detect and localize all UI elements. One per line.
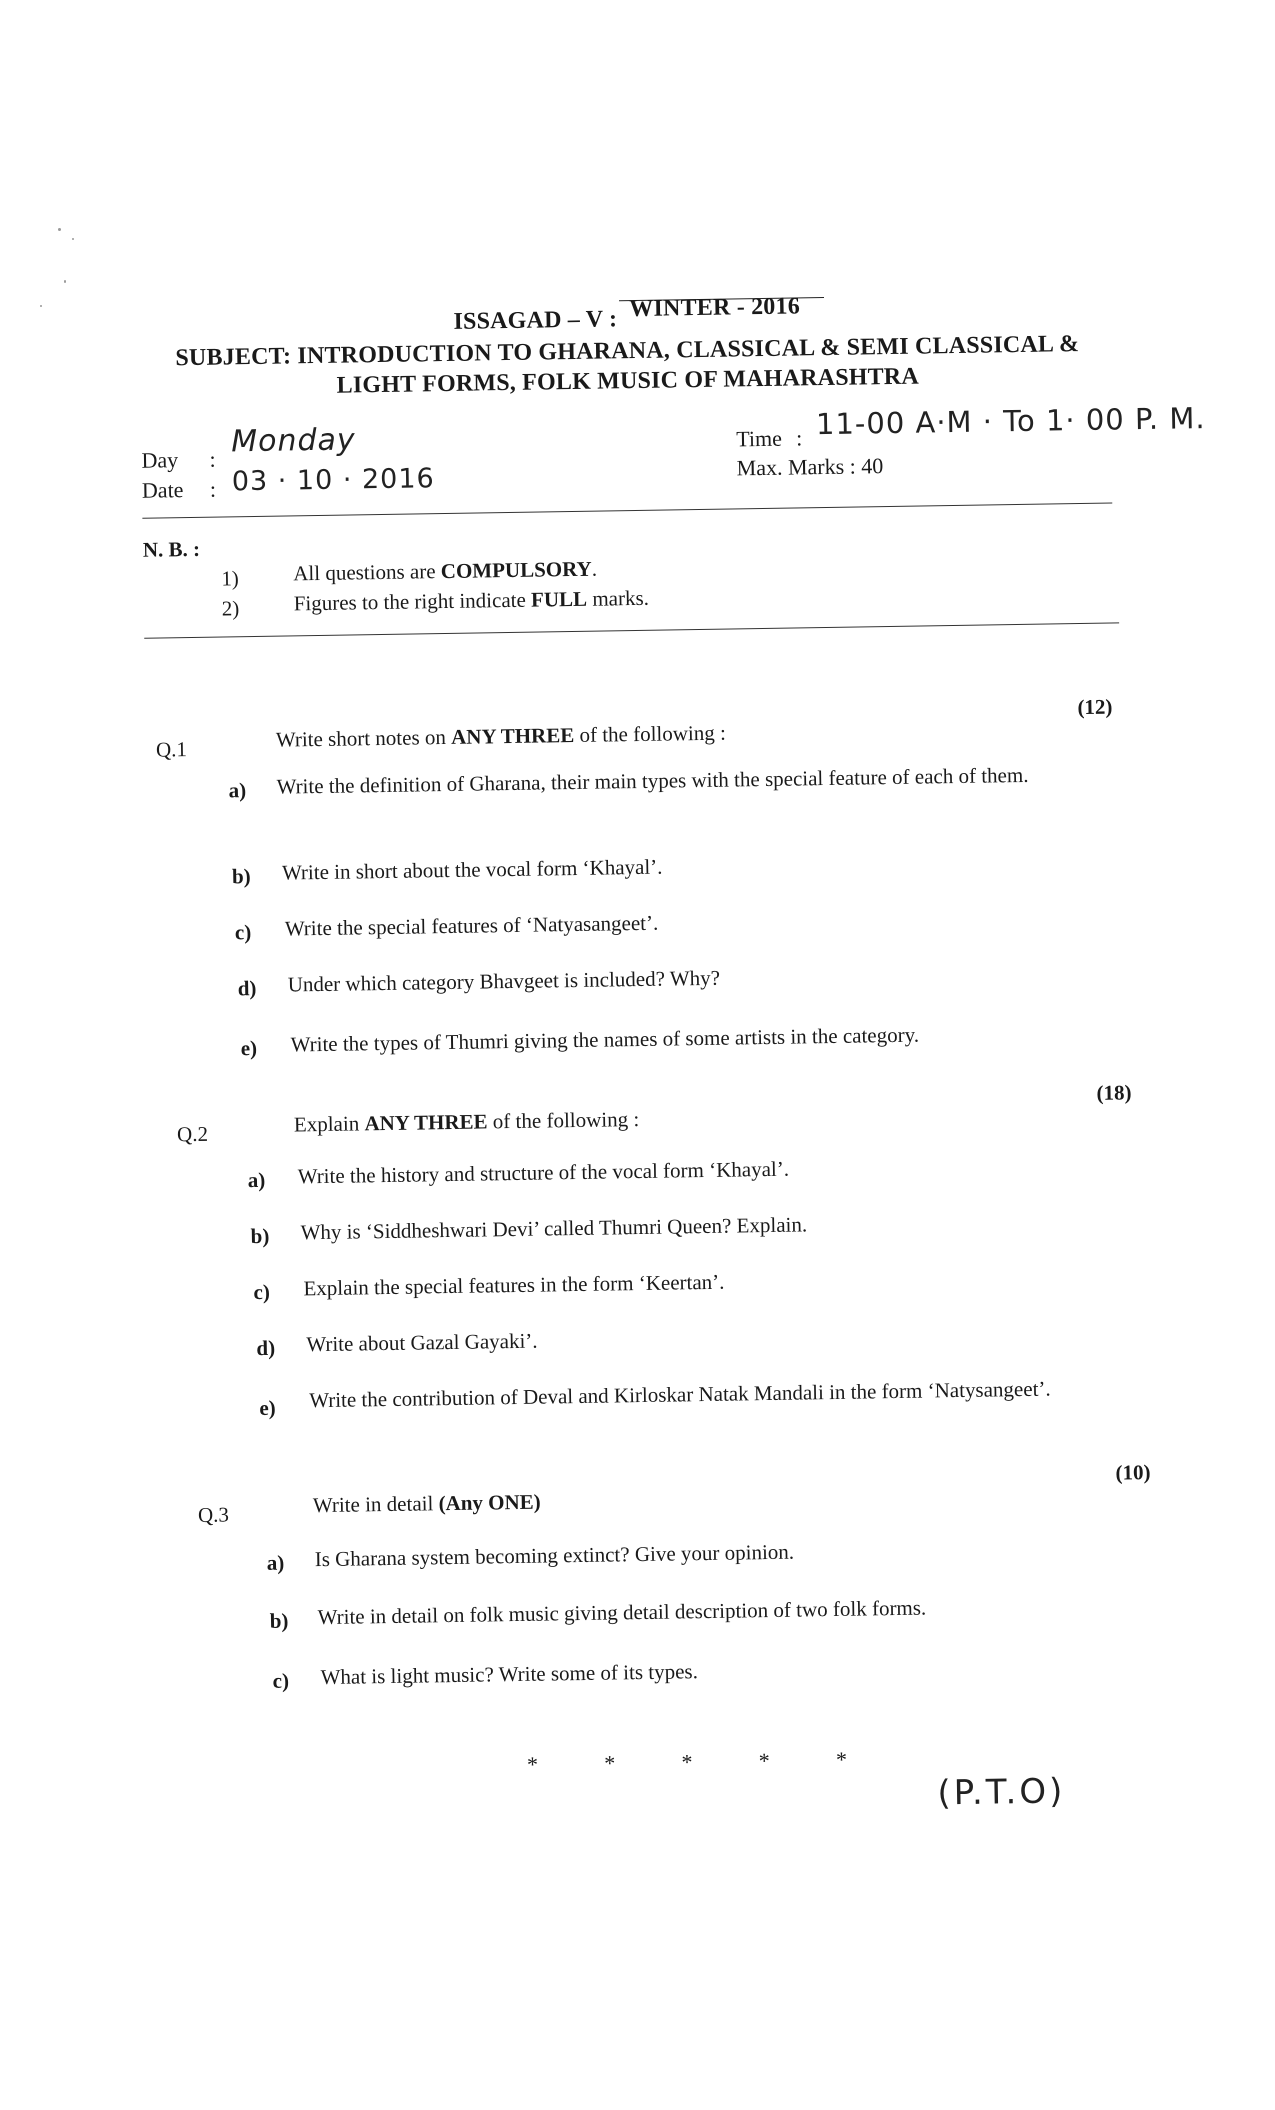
nb-text: marks.	[587, 586, 649, 611]
subject-line-2: LIGHT FORMS, FOLK MUSIC OF MAHARASHTRA	[0, 358, 1265, 405]
heading-text: Write in detail	[313, 1491, 439, 1517]
question-marks: (12)	[1077, 695, 1112, 721]
question-number: Q.2	[177, 1122, 208, 1147]
question-number: Q.3	[198, 1503, 229, 1528]
question-item: Write about Gazal Gayaki’.	[306, 1326, 538, 1361]
nb-emphasis: FULL	[531, 587, 587, 612]
question-item: Is Gharana system becoming extinct? Give your opinion.	[315, 1537, 795, 1576]
item-letter: e)	[259, 1396, 276, 1421]
nb-number: 2)	[222, 596, 262, 622]
item-letter: d)	[238, 976, 257, 1001]
heading-emphasis: ANY THREE	[451, 723, 574, 749]
heading-emphasis: (Any ONE)	[438, 1490, 540, 1516]
question-heading	[313, 1490, 541, 1519]
heading-text: of the following :	[487, 1107, 639, 1133]
nb-number: 1)	[221, 566, 261, 592]
question-item: Under which category Bhavgeet is included? Why?	[287, 963, 720, 1001]
question-item: Write the special features of ‘Natyasangeet’.	[285, 908, 659, 945]
nb-text: .	[592, 557, 598, 581]
item-letter: a)	[228, 778, 246, 803]
question-item: What is light music? Write some of its types.	[320, 1656, 698, 1693]
time-value: 11-00 A·M · To 1· 00 P. M.	[816, 401, 1206, 441]
time-label: Time	[736, 426, 782, 453]
item-letter: d)	[256, 1336, 275, 1361]
star-glyph: *	[527, 1752, 538, 1778]
time-colon: :	[796, 425, 803, 451]
exam-code: ISSAGAD – V :	[453, 306, 617, 335]
exam-session: WINTER - 2016	[629, 293, 800, 322]
date-colon: :	[210, 477, 217, 503]
item-letter: b)	[232, 864, 251, 889]
nb-label: N. B. :	[143, 537, 201, 563]
heading-text: of the following :	[574, 721, 726, 747]
star-glyph: *	[759, 1748, 770, 1774]
heading-text: Write short notes on	[276, 725, 452, 752]
question-item: Write the history and structure of the vocal form ‘Khayal’.	[297, 1154, 789, 1193]
star-glyph: *	[604, 1750, 615, 1776]
question-item: Explain the special features in the form ‘Keertan’.	[303, 1267, 724, 1305]
question-item: Write the contribution of Deval and Kirloskar Natak Mandali in the form ‘Natysangeet’.	[309, 1373, 1099, 1416]
question-heading	[294, 1107, 640, 1137]
nb-text: Figures to the right indicate	[294, 588, 532, 616]
item-letter: e)	[241, 1036, 258, 1061]
nb-text: All questions are	[293, 559, 441, 585]
date-label: Date	[142, 477, 184, 504]
date-value: 03 · 10 · 2016	[232, 463, 435, 497]
question-marks: (18)	[1096, 1080, 1131, 1106]
subject-line-1: SUBJECT: INTRODUCTION TO GHARANA, CLASSICAL & SEMI CLASSICAL &	[0, 328, 1265, 375]
nb-instruction	[294, 586, 650, 617]
question-item: Why is ‘Siddheshwari Devi’ called Thumri Queen? Explain.	[300, 1209, 807, 1248]
nb-instruction	[293, 557, 597, 587]
star-glyph: *	[836, 1747, 847, 1773]
please-turn-over-note: (P.T.O)	[937, 1771, 1065, 1813]
end-stars	[527, 1747, 847, 1778]
day-colon: :	[209, 447, 216, 473]
item-letter: c)	[253, 1280, 270, 1305]
divider-bottom	[144, 622, 1119, 638]
item-letter: c)	[235, 920, 252, 945]
day-label: Day	[141, 447, 178, 474]
divider-top	[142, 503, 1112, 519]
question-item: Write the definition of Gharana, their main types with the special feature of each of them.	[276, 759, 1076, 803]
max-marks: Max. Marks : 40	[736, 453, 883, 481]
item-letter: b)	[270, 1609, 289, 1634]
item-letter: b)	[250, 1224, 269, 1249]
star-glyph: *	[681, 1749, 692, 1775]
question-heading	[276, 721, 726, 753]
heading-text: Explain	[294, 1111, 365, 1136]
question-marks: (10)	[1115, 1460, 1150, 1486]
item-letter: a)	[248, 1168, 266, 1193]
question-number: Q.1	[156, 737, 187, 762]
item-letter: c)	[272, 1669, 289, 1694]
item-letter: a)	[267, 1551, 285, 1576]
nb-emphasis: COMPULSORY	[441, 557, 592, 583]
question-item: Write in short about the vocal form ‘Khayal’.	[282, 852, 663, 889]
question-item: Write in detail on folk music giving detail description of two folk forms.	[317, 1593, 926, 1634]
heading-emphasis: ANY THREE	[364, 1109, 487, 1135]
day-value: Monday	[231, 422, 356, 459]
question-item: Write the types of Thumri giving the names of some artists in the category.	[290, 1020, 919, 1061]
